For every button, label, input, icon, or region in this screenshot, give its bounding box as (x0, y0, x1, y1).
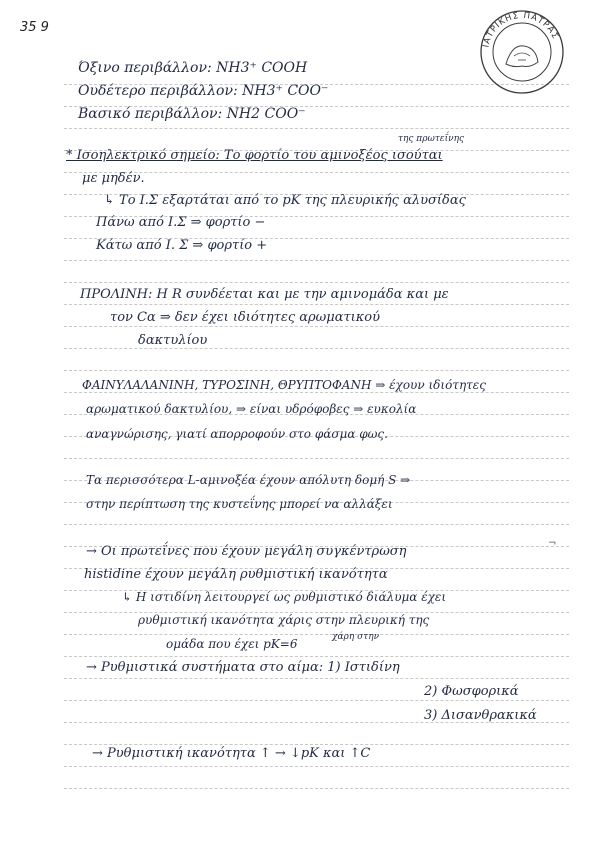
note-line: Κάτω από Ι. Σ ⇒ φορτίο + (96, 238, 268, 253)
note-line-proteins: → Οι πρωτεΐνες που έχουν μεγάλη συγκέντρωση (86, 544, 407, 559)
note-line: ρυθμιστική ικανότητα χάρις στην πλευρική της (138, 613, 430, 627)
page-number: 35 9 (20, 20, 49, 35)
note-line: στην περίπτωση της κυστεΐνης μπορεί να αλλάξει (86, 497, 393, 511)
note-line-aromatic: ΦΑΙΝΥΛΑΛΑΝΙΝΗ, ΤΥΡΟΣΙΝΗ, ΘΡΥΠΤΟΦΑΝΗ ⇒ έχουν ιδιότητες (82, 378, 486, 392)
note-line: δακτυλίου (138, 333, 208, 348)
ruled-line (64, 326, 569, 327)
note-line-capacity: → Ρυθμιστική ικανότητα ↑ → ↓pK και ↑C (92, 746, 371, 761)
note-line-acidic: Όξινο περιβάλλον: NH3⁺ COOH (78, 60, 308, 76)
note-line: ↳ Το Ι.Σ εξαρτάται από το pK της πλευρικής αλυσίδας (104, 193, 466, 208)
note-line-neutral: Ουδέτερο περιβάλλον: NH3⁺ COO⁻ (78, 83, 329, 99)
ruled-line (64, 304, 569, 305)
note-line: αρωματικού δακτυλίου, ⇒ είναι υδρόφοβες ⇒ ευκολία (86, 402, 417, 416)
university-seal-stamp (478, 8, 566, 96)
margin-mark: ¬ (548, 538, 557, 549)
ruled-line (64, 282, 569, 283)
note-line-isoelectric: * Ισοηλεκτρικό σημείο: Το φορτίο του αμινοξέος ισούται (66, 148, 443, 163)
note-line: τον Cα ⇒ δεν έχει ιδιότητες αρωματικού (110, 310, 381, 325)
note-line-buffers: → Ρυθμιστικά συστήματα στο αίμα: 1) Ιστιδίνη (86, 660, 400, 675)
note-line: ομάδα που έχει pK=6 (166, 637, 298, 651)
note-line-proline: ΠΡΟΛΙΝΗ: Η R συνδέεται και με την αμινομάδα και με (80, 287, 449, 302)
svg-text:ΙΑΤΡΙΚΗΣ ΠΑΤΡΑΣ: ΙΑΤΡΙΚΗΣ ΠΑΤΡΑΣ (481, 10, 561, 49)
ruled-line (64, 744, 569, 745)
ruled-line (64, 524, 569, 525)
ruled-line (64, 128, 569, 129)
ruled-line (64, 392, 569, 393)
note-line-l-amino: Τα περισσότερα L-αμινοξέα έχουν απόλυτη δομή S ⇒ (86, 473, 411, 487)
note-line: αναγνώρισης, γιατί απορροφούν στο φάσμα φως. (86, 427, 388, 441)
ruled-line (64, 260, 569, 261)
note-line-basic: Βασικό περιβάλλον: NH2 COO⁻ (78, 106, 306, 122)
ruled-line (64, 370, 569, 371)
ruled-line (64, 634, 569, 635)
ruled-line (64, 700, 569, 701)
note-line: histidine έχουν μεγάλη ρυθμιστική ικανότητα (84, 567, 388, 582)
ruled-line (64, 458, 569, 459)
note-line: 3) Δισανθρακικά (424, 708, 537, 723)
ruled-line (64, 766, 569, 767)
ruled-line (64, 678, 569, 679)
note-superscript: της πρωτεΐνης (398, 134, 465, 144)
note-line: 2) Φωσφορικά (424, 684, 519, 699)
note-line: με μηδέν. (82, 171, 145, 186)
ruled-line (64, 788, 569, 789)
note-line: ↳ Η ιστιδίνη λειτουργεί ως ρυθμιστικό διάλυμα έχει (122, 590, 447, 604)
note-superscript: χάρη στην (332, 632, 380, 642)
ruled-line (64, 656, 569, 657)
note-line: Πάνω από Ι.Σ ⇒ φορτίο − (96, 215, 266, 230)
ruled-line (64, 348, 569, 349)
